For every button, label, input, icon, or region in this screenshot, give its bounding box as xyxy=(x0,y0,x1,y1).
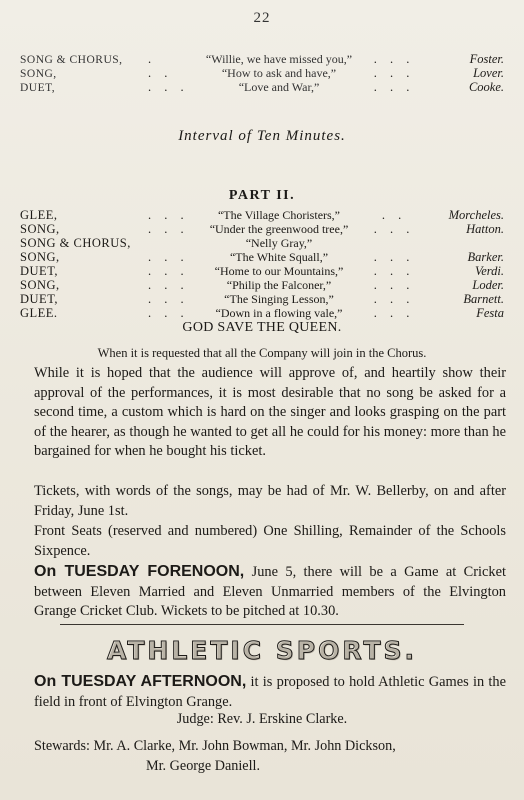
athletic-paragraph xyxy=(34,672,506,712)
program-item xyxy=(20,306,504,320)
leader-dots: . . . xyxy=(373,80,415,94)
program-item xyxy=(20,264,504,278)
item-composer: Lover. xyxy=(473,66,504,80)
leader-dots: . . . xyxy=(373,264,415,278)
encore-paragraph: While it is hoped that the audience will approve of, and heartily show their approval of the performances, it is most desirable that no song be asked for a second time, a custom which is hard on the singer and looks grasping on the part of the hearer, as though he wanted to get all he could for his money: more than he bargained for when he bought his ticket. xyxy=(34,365,506,459)
chorus-note: When it is requested that all the Company will join in the Chorus. xyxy=(97,346,427,360)
stewards-line-2: Mr. George Daniell. xyxy=(146,758,260,774)
item-kind: SONG, xyxy=(20,222,60,236)
program-item xyxy=(20,80,504,95)
leader-dots: . . . xyxy=(148,250,189,264)
stewards-block xyxy=(34,736,506,776)
item-title: “The White Squall,” xyxy=(229,250,329,264)
judge-line: Judge: Rev. J. Erskine Clarke. xyxy=(176,711,348,727)
item-title: “The Singing Lesson,” xyxy=(224,292,334,306)
item-kind: SONG, xyxy=(20,278,60,292)
program-item xyxy=(20,292,504,306)
item-kind: SONG & CHORUS, xyxy=(20,236,131,250)
seats-paragraph: Front Seats (reserved and numbered) One Shilling, Remainder of the Schools Sixpence. xyxy=(34,523,506,559)
cricket-lead: On TUESDAY FORENOON, xyxy=(34,563,245,580)
leader-dots: . . . xyxy=(148,306,189,320)
program-item xyxy=(20,66,504,81)
item-composer: Barker. xyxy=(467,250,504,264)
page-number: 22 xyxy=(253,10,271,26)
program-item xyxy=(20,250,504,264)
stewards-line-1: Stewards: Mr. A. Clarke, Mr. John Bowman, Mr. John Dickson, xyxy=(34,738,396,754)
leader-dots: . . xyxy=(381,208,407,222)
item-kind: SONG, xyxy=(20,68,57,80)
athletic-lead: On TUESDAY AFTERNOON, xyxy=(34,673,247,690)
leader-dots: . . . xyxy=(148,264,189,278)
program-item xyxy=(20,208,504,222)
part-two-heading: PART II. xyxy=(228,188,296,203)
athletic-sports-title: ATHLETIC SPORTS. xyxy=(106,636,418,665)
item-kind: GLEE, xyxy=(20,208,58,222)
leader-dots: . . . xyxy=(373,292,415,306)
item-title: “Philip the Falconer,” xyxy=(226,278,332,292)
item-kind: DUET, xyxy=(20,264,59,278)
item-title: “Under the greenwood tree,” xyxy=(209,222,349,236)
item-title: “Love and War,” xyxy=(238,80,320,94)
item-composer: Loder. xyxy=(472,278,504,292)
leader-dots: . . . xyxy=(373,222,415,236)
cricket-text: June 5, there will be a Game at Cricket between Eleven Married and Eleven Unmarried members of the Elvington Grange Cricket Club. Wickets to be pitched at 10.30. xyxy=(34,564,506,619)
athletic-text: it is proposed to hold Athletic Games in the field in front of Elvington Grange. xyxy=(34,674,506,710)
program-item xyxy=(20,222,504,236)
leader-dots: . xyxy=(148,52,157,66)
program-item xyxy=(20,236,504,250)
leader-dots: . . . xyxy=(373,66,415,80)
item-title: “Down in a flowing vale,” xyxy=(215,306,343,320)
leader-dots: . . . xyxy=(373,250,415,264)
leader-dots: . . . xyxy=(148,80,189,94)
leader-dots: . . xyxy=(148,66,173,80)
item-composer: Morcheles. xyxy=(448,208,504,222)
item-title: “Willie, we have missed you,” xyxy=(205,52,353,66)
tickets-paragraph: Tickets, with words of the songs, may be had of Mr. W. Bellerby, on and after Friday, June 1st. xyxy=(34,483,506,519)
program-item xyxy=(20,52,504,67)
item-kind: DUET, xyxy=(20,82,56,94)
item-kind: SONG & CHORUS, xyxy=(20,54,123,66)
section-divider xyxy=(60,624,464,625)
item-title: “Nelly Gray,” xyxy=(245,236,313,250)
item-composer: Barnett. xyxy=(463,292,504,306)
item-composer: Verdi. xyxy=(474,264,504,278)
interval-heading: Interval of Ten Minutes. xyxy=(178,128,346,144)
item-kind: GLEE. xyxy=(20,306,58,320)
leader-dots: . . . xyxy=(148,292,189,306)
item-kind: SONG, xyxy=(20,250,60,264)
leader-dots: . . . xyxy=(148,208,189,222)
item-title: “Home to our Mountains,” xyxy=(214,264,344,278)
item-composer: Foster. xyxy=(469,52,504,66)
item-title: “The Village Choristers,” xyxy=(217,208,341,222)
program-item xyxy=(20,278,504,292)
leader-dots: . . . xyxy=(148,222,189,236)
item-title: “How to ask and have,” xyxy=(221,66,337,80)
cricket-paragraph xyxy=(34,562,506,622)
god-save-the-queen: GOD SAVE THE QUEEN. xyxy=(182,320,342,335)
item-composer: Cooke. xyxy=(468,80,504,94)
item-composer: Hatton. xyxy=(466,222,504,236)
item-composer: Festa xyxy=(476,306,504,320)
leader-dots: . . . xyxy=(373,278,415,292)
leader-dots: . . . xyxy=(148,278,189,292)
leader-dots: . . . xyxy=(373,306,415,320)
item-kind: DUET, xyxy=(20,292,59,306)
leader-dots: . . . xyxy=(373,52,415,66)
